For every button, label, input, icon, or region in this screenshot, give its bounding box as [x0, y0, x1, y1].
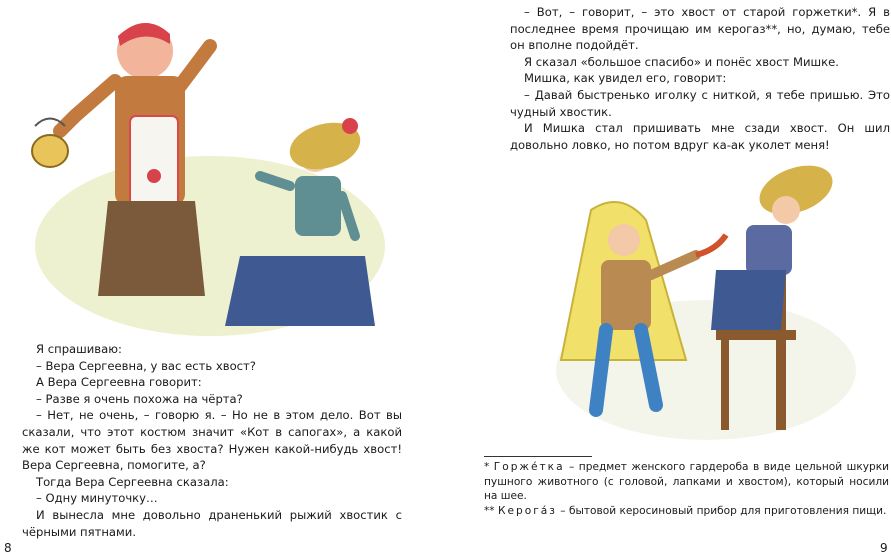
illustration-boys-sewing-tail	[546, 150, 866, 450]
paragraph: И Мишка стал пришивать мне сзади хвост. Он шил довольно ловко, но потом вдруг ка-ак уколет меня!	[510, 121, 890, 152]
footnote-1	[484, 460, 889, 504]
footnotes	[484, 456, 889, 518]
paragraph: И вынесла мне довольно драненький рыжий хвостик с чёрными пятнами.	[22, 507, 402, 539]
paragraph: – Давай быстренько иголку с ниткой, я тебе пришью. Это чудный хвостик.	[510, 87, 890, 119]
paragraph: – Нет, не очень, – говорю я. – Но не в этом дело. Вот вы сказали, что этот костюм значит «Кот в сапогах», а какой же кот может быть без хвоста? Нужен какой-нибудь хвост! Вера Сергеевна, помогите, а?	[22, 408, 402, 473]
paragraph: – Одну минуточку…	[36, 491, 158, 506]
left-page-text	[22, 341, 402, 540]
paragraph: Тогда Вера Сергеевна сказала:	[36, 474, 229, 489]
footnote-marker: **	[484, 504, 498, 517]
right-page-text	[510, 4, 890, 153]
illustration-woman-and-boy	[20, 6, 400, 336]
page-number-left: 8	[4, 541, 12, 555]
footnote-term: Керога́з	[497, 504, 557, 517]
footnote-text: – бытовой керосиновый прибор для приготовления пищи.	[556, 504, 887, 517]
footnote-term: Горже́тка	[493, 461, 565, 473]
page-number-right: 9	[880, 541, 888, 555]
paragraph: А Вера Сергеевна говорит:	[36, 375, 202, 390]
footnote-text: – предмет женского гардероба в виде цельной шкурки пушного животного (с головой, лапками и хвостом), который носили на шее.	[484, 461, 889, 502]
footnote-divider	[484, 456, 592, 457]
paragraph: Я сказал «большое спасибо» и понёс хвост Мишке.	[524, 54, 839, 69]
paragraph: – Вера Сергеевна, у вас есть хвост?	[36, 358, 256, 373]
paragraph: – Разве я очень похожа на чёрта?	[36, 391, 243, 406]
paragraph: – Вот, – говорит, – это хвост от старой горжетки*. Я в последнее время прочищаю им керогаз**, но, думаю, тебе он вполне подойдёт.	[510, 5, 890, 53]
footnote-2	[484, 504, 889, 519]
footnote-marker: *	[484, 461, 494, 473]
paragraph: Мишка, как увидел его, говорит:	[524, 71, 727, 86]
paragraph: Я спрашиваю:	[36, 342, 122, 356]
left-page	[0, 0, 445, 560]
